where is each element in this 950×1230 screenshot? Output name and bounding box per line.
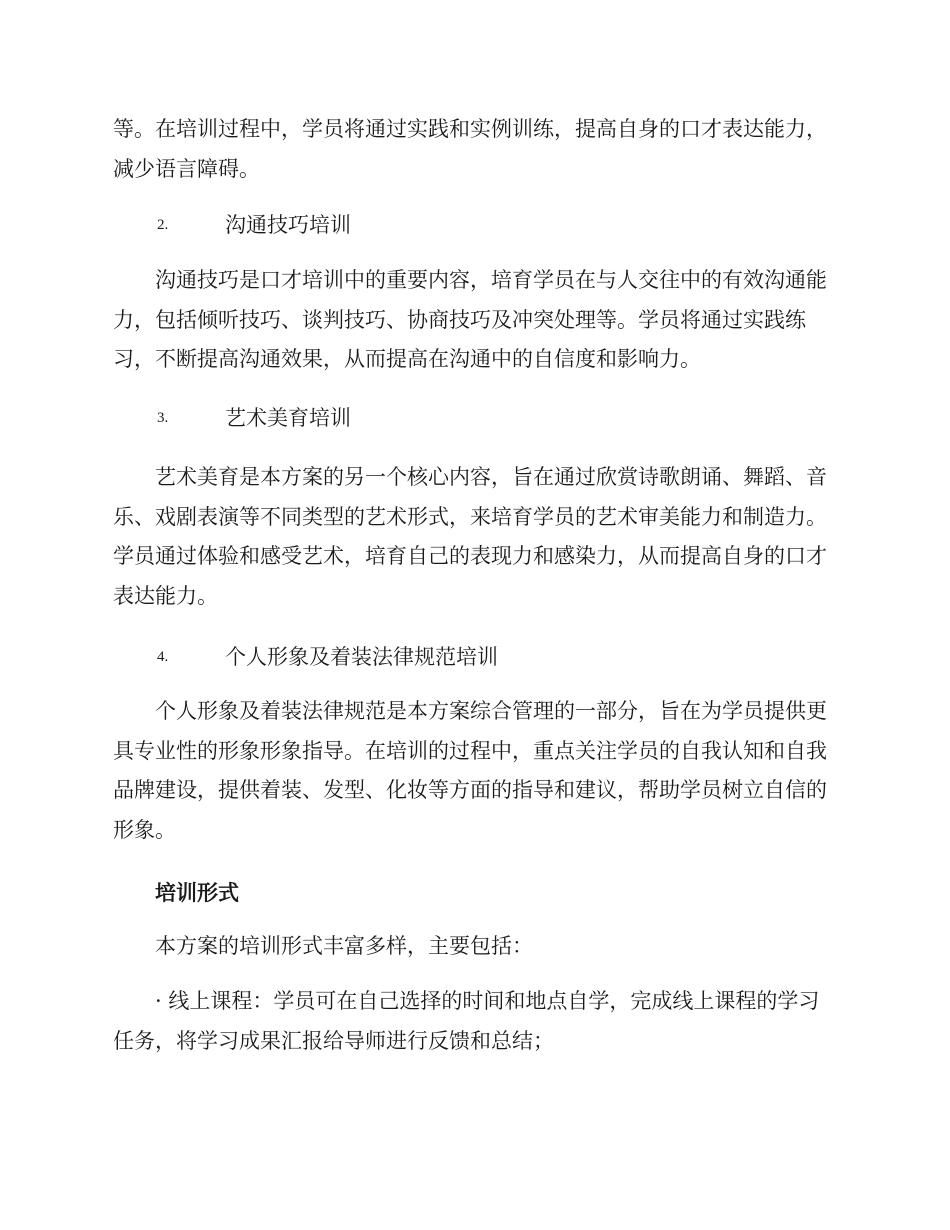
- item-number: 4.: [157, 649, 169, 665]
- section-heading: 培训形式: [155, 880, 239, 905]
- section-intro-paragraph: 本方案的培训形式丰富多样，主要包括：: [155, 934, 533, 958]
- item-number: 2.: [157, 217, 169, 233]
- item-body-2: 沟通技巧是口才培训中的重要内容，培育学员在与人交往中的有效沟通能力，包括倾听技巧、谈判技巧、协商技巧及冲突处理等。学员将通过实践练习，不断提高沟通效果，从而提高在沟通中的自信度和影响力。: [113, 268, 827, 371]
- item-title: 艺术美育培训: [225, 406, 351, 430]
- intro-paragraph: 等。在培训过程中，学员将通过实践和实例训练，提高自身的口才表达能力，减少语言障碍。: [113, 117, 827, 181]
- item-heading-3: [113, 403, 833, 433]
- item-heading-2: [113, 210, 833, 240]
- item-body-3: 艺术美育是本方案的另一个核心内容，旨在通过欣赏诗歌朗诵、舞蹈、音乐、戏剧表演等不同类型的艺术形式，来培育学员的艺术审美能力和制造力。学员通过体验和感受艺术，培育自己的表现力和感染力，从而提高自身的口才表达能力。: [113, 465, 827, 608]
- bullet-item: · 线上课程：学员可在自己选择的时间和地点自学，完成线上课程的学习任务，将学习成果汇报给导师进行反馈和总结；: [113, 989, 820, 1053]
- item-body-4: 个人形象及着装法律规范是本方案综合管理的一部分，旨在为学员提供更具专业性的形象形象指导。在培训的过程中，重点关注学员的自我认知和自我品牌建设，提供着装、发型、化妆等方面的指导和建议，帮助学员树立自信的形象。: [113, 699, 827, 842]
- item-title: 沟通技巧培训: [225, 213, 351, 237]
- item-heading-4: [113, 642, 833, 672]
- item-number: 3.: [157, 410, 169, 426]
- item-title: 个人形象及着装法律规范培训: [225, 645, 498, 669]
